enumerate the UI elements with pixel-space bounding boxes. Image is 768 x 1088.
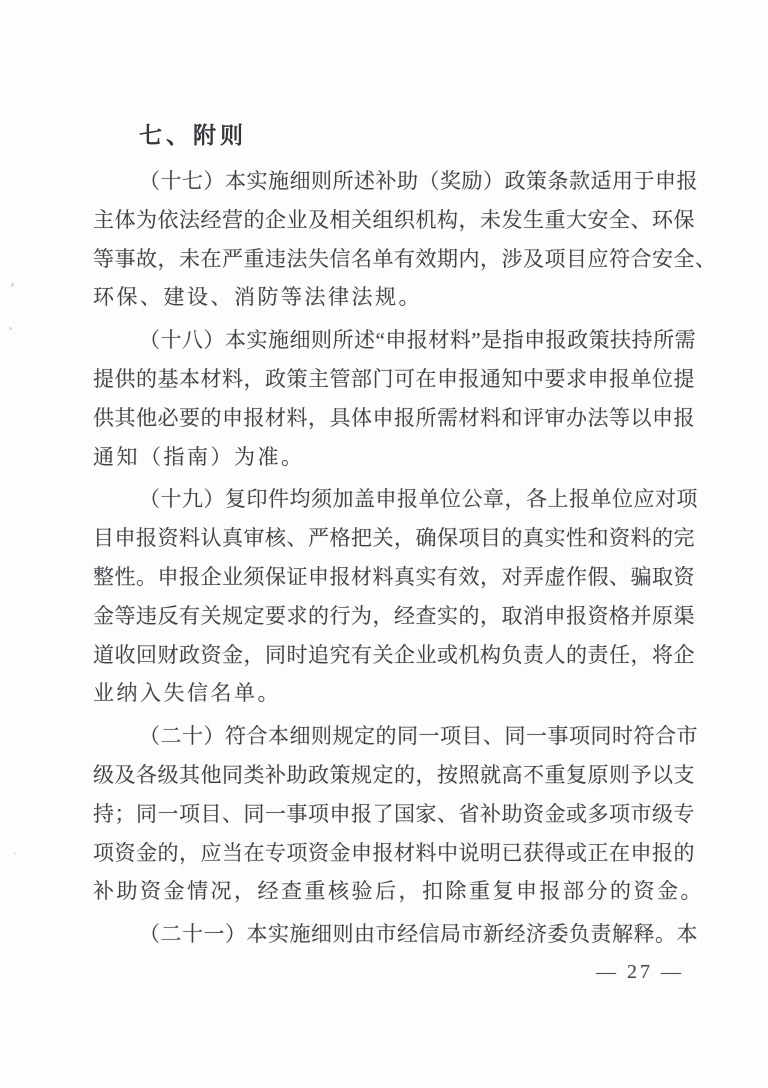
text-line: （十九）复印件均须加盖申报单位公章，各上报单位应对项 — [139, 487, 698, 512]
text-line: 业纳入失信名单。 — [93, 681, 281, 706]
text-line: 主体为依法经营的企业及相关组织机构，未发生重大安全、环保 — [93, 207, 695, 232]
paragraph-18 — [93, 321, 697, 476]
paragraph-20 — [93, 717, 704, 911]
text-line: （十八）本实施细则所述“申报材料”是指申报政策扶持所需 — [139, 328, 697, 353]
text-line: 供其他必要的申报材料，具体申报所需材料和评审办法等以申报 — [93, 405, 695, 430]
text-line: 补助资金情况，经查重核验后，扣除重复申报部分的资金。 — [93, 879, 704, 904]
text-line: （二十一）本实施细则由市经信局市新经济委负责解释。本 — [139, 922, 698, 947]
text-line: 级及各级其他同类补助政策规定的，按照就高不重复原则予以支 — [93, 762, 695, 787]
text-line: （十七）本实施细则所述补助（奖励）政策条款适用于申报 — [139, 169, 698, 193]
text-line: 提供的基本材料，政策主管部门可在申报通知中要求申报单位提 — [93, 366, 695, 391]
scan-speck — [11, 283, 14, 287]
text-line: 整性。申报企业须保证申报材料真实有效，对弄虚作假、骗取资 — [93, 564, 695, 589]
text-line: 环保、建设、消防等法律法规。 — [93, 285, 422, 310]
paragraph-21 — [93, 915, 698, 954]
section-heading: 七、附则 — [139, 123, 247, 148]
page-number: — 27 — — [596, 961, 684, 983]
text-line: 项资金的，应当在专项资金申报材料中说明已获得或正在申报的 — [93, 840, 695, 865]
text-line: 道收回财政资金，同时追究有关企业或机构负责人的责任，将企 — [93, 642, 695, 667]
scan-speck — [9, 327, 12, 330]
paragraph-17 — [93, 162, 717, 317]
paragraph-19 — [93, 480, 698, 713]
text-line: 持；同一项目、同一事项申报了国家、省补助资金或多项市级专 — [93, 801, 695, 826]
scan-speck — [14, 852, 16, 855]
text-line: 金等违反有关规定要求的行为，经查实的，取消申报资格并原渠 — [93, 603, 695, 628]
page-body — [93, 114, 717, 954]
text-line: 等事故，未在严重违法失信名单有效期内，涉及项目应符合安全、 — [93, 246, 717, 271]
text-line: 通知（指南）为准。 — [93, 444, 305, 469]
text-line: 目申报资料认真审核、严格把关，确保项目的真实性和资料的完 — [93, 526, 695, 551]
text-line: （二十）符合本细则规定的同一项目、同一事项同时符合市 — [139, 724, 698, 749]
